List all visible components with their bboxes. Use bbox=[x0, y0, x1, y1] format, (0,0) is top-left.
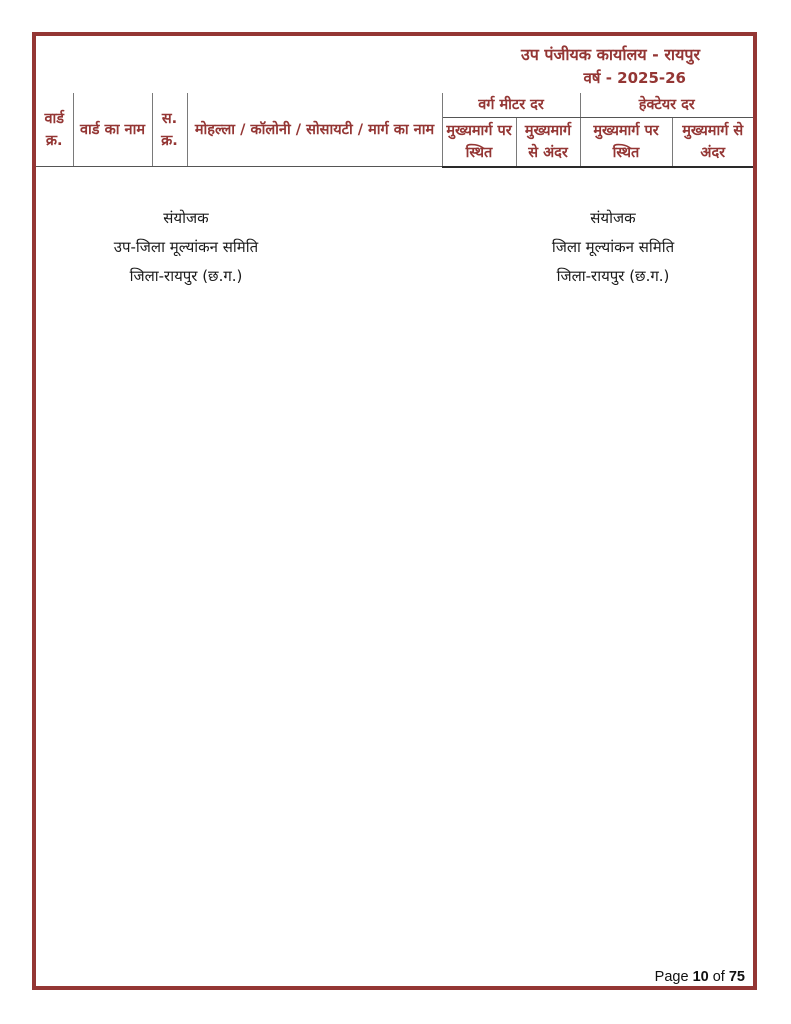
header-sqm-on-main: मुख्यमार्ग पर स्थित bbox=[442, 118, 516, 167]
signature-block-right bbox=[473, 204, 753, 291]
header-hect-on-main: मुख्यमार्ग पर स्थित bbox=[580, 118, 672, 167]
sig-right-role: संयोजक bbox=[590, 208, 636, 227]
rates-table bbox=[36, 93, 753, 168]
header-hectare-group: हेक्टेयर दर bbox=[580, 93, 753, 118]
header-sqm-inside: मुख्यमार्ग से अंदर bbox=[516, 118, 580, 167]
document-header bbox=[36, 36, 753, 93]
sig-right-body: जिला मूल्यांकन समिति bbox=[551, 237, 675, 256]
header-locality: मोहल्ला / कॉलोनी / सोसायटी / मार्ग का नाम bbox=[187, 93, 442, 167]
header-sn: स. क्र. bbox=[152, 93, 187, 167]
sig-left-role: संयोजक bbox=[163, 208, 209, 227]
header-sqm-group: वर्ग मीटर दर bbox=[442, 93, 580, 118]
office-title: उप पंजीयक कार्यालय - रायपुर bbox=[520, 45, 700, 64]
signature-block-left bbox=[46, 204, 326, 291]
year-title: वर्ष - 2025-26 bbox=[583, 69, 686, 87]
header-ward-no: वार्ड क्र. bbox=[36, 93, 73, 167]
signature-footer bbox=[36, 168, 753, 291]
page-number bbox=[655, 969, 745, 985]
sig-left-place: जिला-रायपुर (छ.ग.) bbox=[129, 266, 243, 285]
page-current: 10 bbox=[692, 969, 709, 985]
sig-left-body: उप-जिला मूल्यांकन समिति bbox=[113, 237, 259, 256]
sig-right-place: जिला-रायपुर (छ.ग.) bbox=[556, 266, 670, 285]
page-prefix: Page bbox=[654, 969, 689, 985]
document-page bbox=[32, 32, 757, 990]
page-total: 75 bbox=[728, 969, 745, 985]
header-ward-name: वार्ड का नाम bbox=[73, 93, 152, 167]
rates-table-header bbox=[36, 93, 753, 167]
page-of: of bbox=[712, 969, 725, 985]
header-hect-inside: मुख्यमार्ग से अंदर bbox=[672, 118, 753, 167]
